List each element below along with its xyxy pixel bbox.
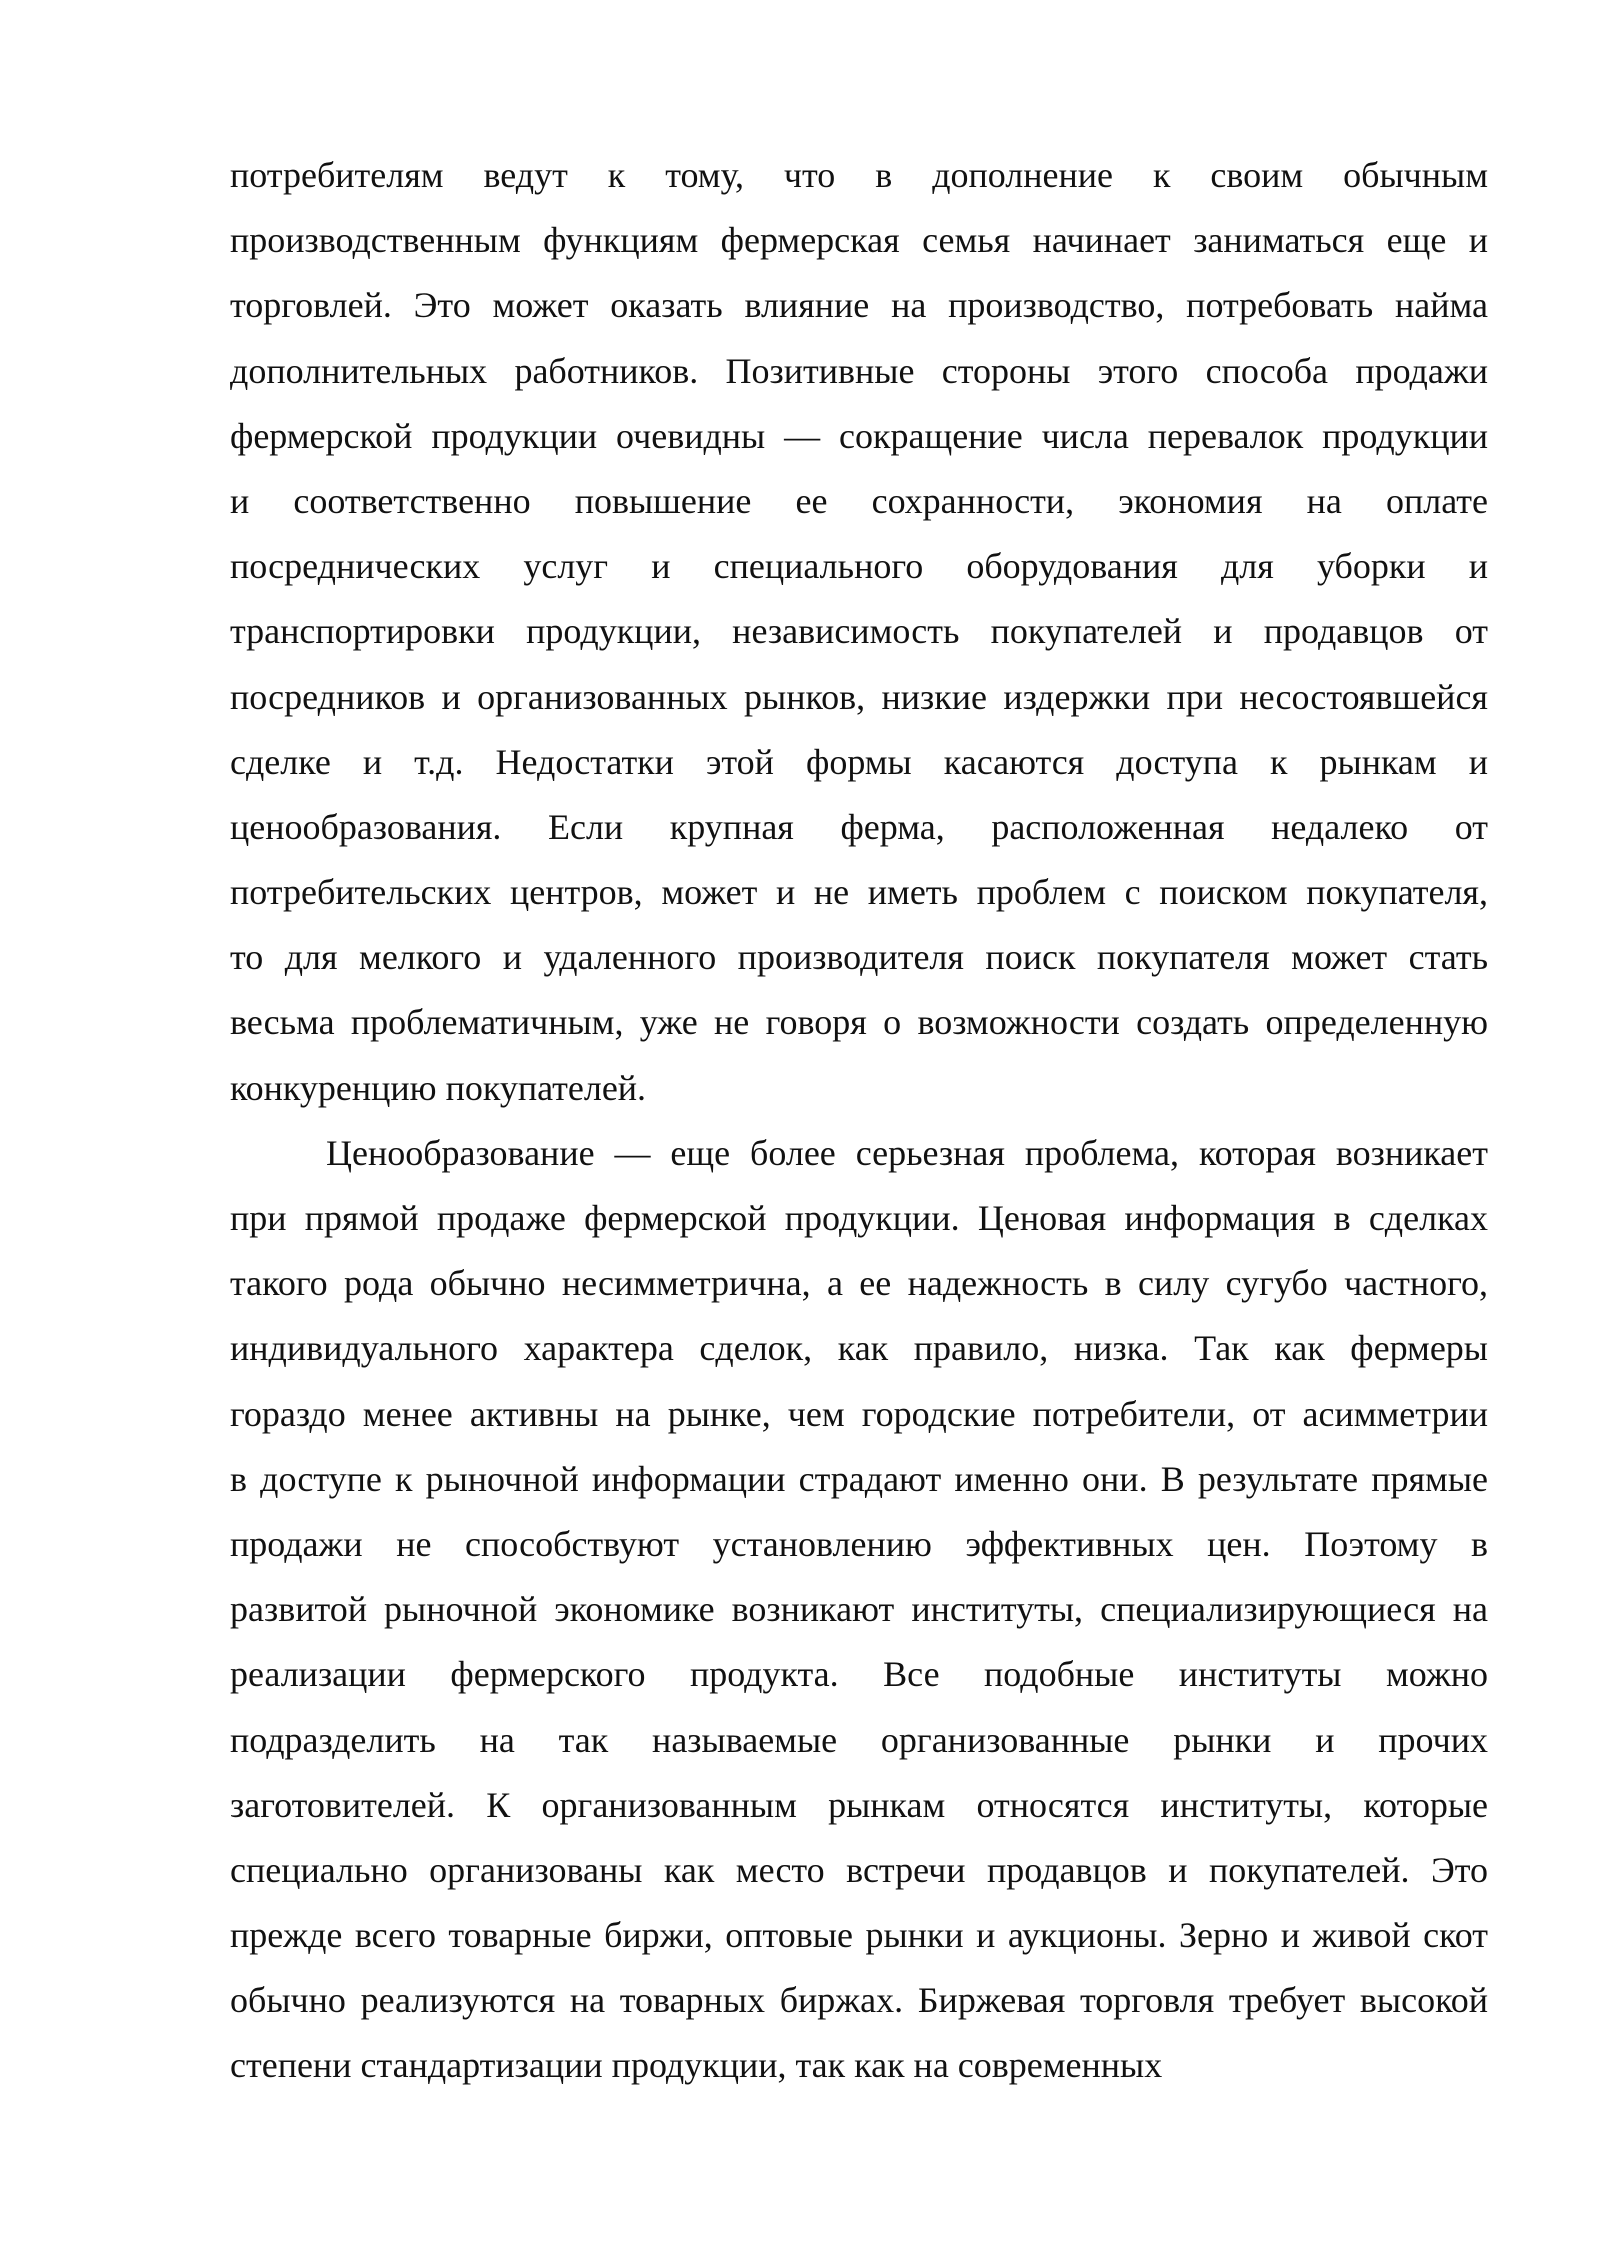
text-line: Ценообразование — еще более серьезная проблема, которая возникает [326, 1132, 1488, 1173]
text-line: ценообразования. Если крупная ферма, расположенная недалеко от [230, 806, 1488, 847]
text-line: фермерской продукции очевидны — сокращение числа перевалок продукции [230, 415, 1488, 456]
text-line: степени стандартизации продукции, так как на современных [230, 2045, 1163, 2086]
text-line: обычно реализуются на товарных биржах. Биржевая торговля требует высокой [230, 1980, 1488, 2021]
text-line: потребительских центров, может и не иметь проблем с поиском покупателя, [230, 872, 1488, 913]
text-line: торговлей. Это может оказать влияние на производство, потребовать найма [230, 285, 1488, 326]
text-line: сделке и т.д. Недостатки этой формы касаются доступа к рынкам и [230, 741, 1488, 782]
text-line: индивидуального характера сделок, как правило, низка. Так как фермеры [230, 1328, 1488, 1369]
text-line: весьма проблематичным, уже не говоря о возможности создать определенную [230, 1002, 1488, 1043]
text-line: реализации фермерского продукта. Все подобные институты можно [230, 1654, 1488, 1695]
text-line: посредников и организованных рынков, низкие издержки при несостоявшейся [230, 676, 1488, 717]
text-line: производственным функциям фермерская семья начинает заниматься еще и [230, 220, 1488, 261]
text-line: подразделить на так называемые организованные рынки и прочих [230, 1719, 1488, 1760]
text-line: специально организованы как место встречи продавцов и покупателей. Это [230, 1849, 1488, 1890]
paragraph-1 [230, 143, 1488, 1121]
text-line: конкуренцию покупателей. [230, 1067, 647, 1108]
text-line: продажи не способствуют установлению эффективных цен. Поэтому в [230, 1523, 1488, 1564]
text-line: в доступе к рыночной информации страдают именно они. В результате прямые [230, 1458, 1488, 1499]
text-line: посреднических услуг и специального оборудования для уборки и [230, 546, 1488, 587]
text-line: прежде всего товарные биржи, оптовые рынки и аукционы. Зерно и живой скот [230, 1915, 1488, 1956]
paragraph-2 [230, 1121, 1488, 2099]
text-line: то для мелкого и удаленного производителя поиск покупателя может стать [230, 937, 1488, 978]
text-line: при прямой продаже фермерской продукции. Ценовая информация в сделках [230, 1198, 1488, 1238]
text-line: гораздо менее активны на рынке, чем городские потребители, от асимметрии [230, 1393, 1488, 1434]
text-line: транспортировки продукции, независимость покупателей и продавцов от [230, 611, 1488, 652]
text-line: потребителям ведут к тому, что в дополнение к своим обычным [230, 155, 1488, 195]
document-body [230, 143, 1488, 2099]
text-line: такого рода обычно несимметрична, а ее надежность в силу сугубо частного, [230, 1263, 1488, 1304]
text-line: дополнительных работников. Позитивные стороны этого способа продажи [230, 350, 1488, 391]
text-line: развитой рыночной экономике возникают институты, специализирующиеся на [230, 1589, 1488, 1630]
text-line: и соответственно повышение ее сохранности, экономия на оплате [230, 480, 1488, 521]
text-line: заготовителей. К организованным рынкам относятся институты, которые [230, 1784, 1488, 1825]
